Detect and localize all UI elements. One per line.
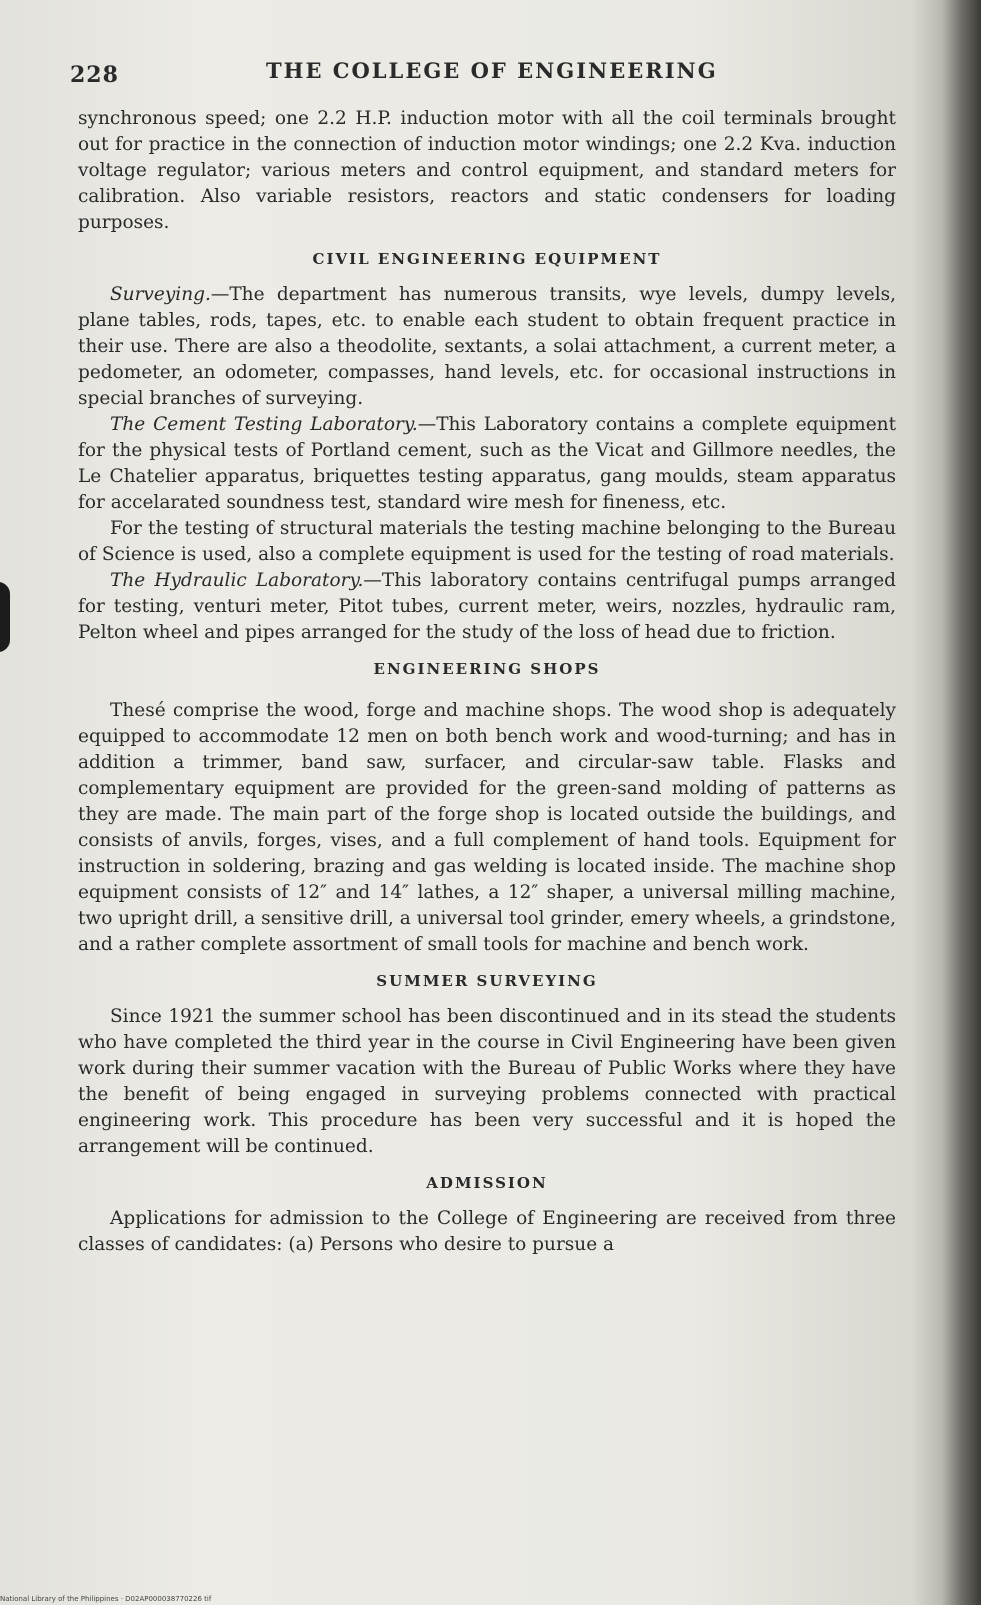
source-footer: National Library of the Philippines · D02AP000038770226 tif [0,1595,212,1603]
hydraulic-lab-paragraph [78,568,896,646]
engineering-shops-paragraph: Thesé comprise the wood, forge and machine shops. The wood shop is adequately equipped to accommodate 12 men on both bench work and wood-turning; and has in addition a trimmer, band saw, surfacer, and circular-saw table. Flasks and complementary equipment are provided for the green-sand molding of patterns as they are made. The main part of the forge shop is located outside the buildings, and consists of anvils, forges, vises, and a full complement of hand tools. Equipment for instruction in soldering, brazing and gas welding is located inside. The machine shop equipment consists of 12″ and 14″ lathes, a 12″ shaper, a universal milling machine, two upright drill, a sensitive drill, a universal tool grinder, emery wheels, a grindstone, and a rather complete assortment of small tools for machine and bench work. [78,700,896,955]
civil-engineering-heading: CIVIL ENGINEERING EQUIPMENT [312,250,662,268]
continuation-paragraph: synchronous speed; one 2.2 H.P. induction motor with all the coil terminals brought out for practice in the connection of induction motor windings; one 2.2 Kva. induction voltage regulator; various meters and control equipment, and standard meters for calibration. Also variable resistors, reactors and static condensers for loading purposes. [78,108,896,233]
binding-mark [0,582,10,652]
hydraulic-lab-lead: The Hydraulic Laboratory. [110,570,364,591]
cement-lab-paragraph [78,412,896,516]
hydraulic-lab-text: —This laboratory contains centrifugal pumps arranged for testing, venturi meter, Pitot tubes, current meter, weirs, nozzles, hydraulic ram, Pelton wheel and pipes arranged for the study of the loss of head due to friction. [78,570,896,643]
admission-paragraph: Applications for admission to the College of Engineering are received from three classes of candidates: (a) Persons who desire to pursue a [78,1208,896,1255]
page-header [70,58,930,98]
running-title: THE COLLEGE OF ENGINEERING [266,58,718,83]
summer-surveying-heading: SUMMER SURVEYING [376,972,598,990]
page-number: 228 [70,62,119,88]
summer-surveying-paragraph: Since 1921 the summer school has been discontinued and in its stead the students who have completed the third year in the course in Civil Engineering have been given work during their summer vacation with the Bureau of Public Works where they have the benefit of being engaged in surveying problems connected with practical engineering work. This procedure has been very successful and it is hoped the arrangement will be continued. [78,1006,896,1157]
surveying-text: —The department has numerous transits, wye levels, dumpy levels, plane tables, rods, tapes, etc. to enable each student to obtain frequent practice in their use. There are also a theodolite, sextants, a solai attachment, a current meter, a pedometer, an odometer, compasses, hand levels, etc. for occasional instructions in special branches of surveying. [78,284,896,409]
cement-lab-text: —This Laboratory contains a complete equipment for the physical tests of Portland cement, such as the Vicat and Gillmore needles, the Le Chatelier apparatus, briquettes testing apparatus, gang moulds, steam apparatus for accelarated soundness test, standard wire mesh for fineness, etc. [78,414,897,513]
cement-lab-lead: The Cement Testing Laboratory. [110,414,418,435]
admission-heading: ADMISSION [426,1174,548,1192]
structural-paragraph: For the testing of structural materials the testing machine belonging to the Bureau of Science is used, also a complete equipment is used for the testing of road materials. [78,518,896,565]
surveying-paragraph [78,282,896,412]
surveying-lead: Surveying. [110,284,211,305]
engineering-shops-heading: ENGINEERING SHOPS [373,660,601,678]
page-body [78,106,896,1258]
